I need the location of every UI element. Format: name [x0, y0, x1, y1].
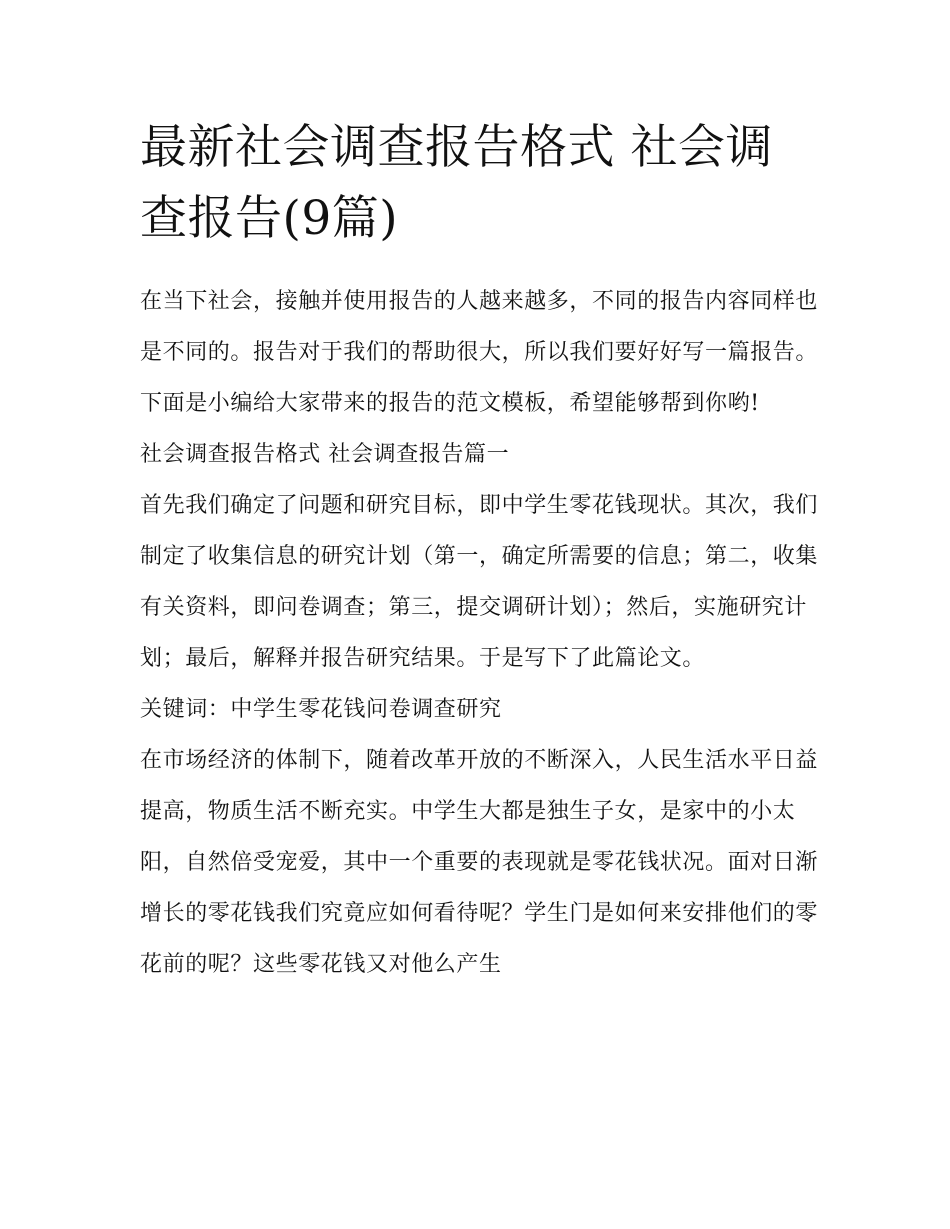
intro-paragraph: 在当下社会，接触并使用报告的人越来越多，不同的报告内容同样也是不同的。报告对于我们的帮助很大，所以我们要好好写一篇报告。下面是小编给大家带来的报告的范文模板，希望能够帮到你哟! — [140, 289, 819, 416]
body-paragraph: 首先我们确定了问题和研究目标，即中学生零花钱现状。其次，我们制定了收集信息的研究计划（第一，确定所需要的信息；第二，收集有关资料，即问卷调查；第三，提交调研计划）；然后，实施研究计划；最后，解释并报告研究结果。于是写下了此篇论文。 — [140, 493, 819, 671]
document-title: 最新社会调查报告格式 社会调查报告(9篇) — [140, 120, 773, 246]
keywords-line: 关键词：中学生零花钱问卷调查研究 — [140, 697, 502, 722]
section-heading: 社会调查报告格式 社会调查报告篇一 — [140, 442, 510, 467]
document-body — [140, 276, 820, 990]
body-paragraph: 在市场经济的体制下，随着改革开放的不断深入，人民生活水平日益提高，物质生活不断充实。中学生大都是独生子女，是家中的小太阳，自然倍受宠爱，其中一个重要的表现就是零花钱状况。面对日渐增长的零花钱我们究竟应如何看待呢？学生门是如何来安排他们的零花前的呢？这些零花钱又对他么产生 — [140, 748, 819, 977]
